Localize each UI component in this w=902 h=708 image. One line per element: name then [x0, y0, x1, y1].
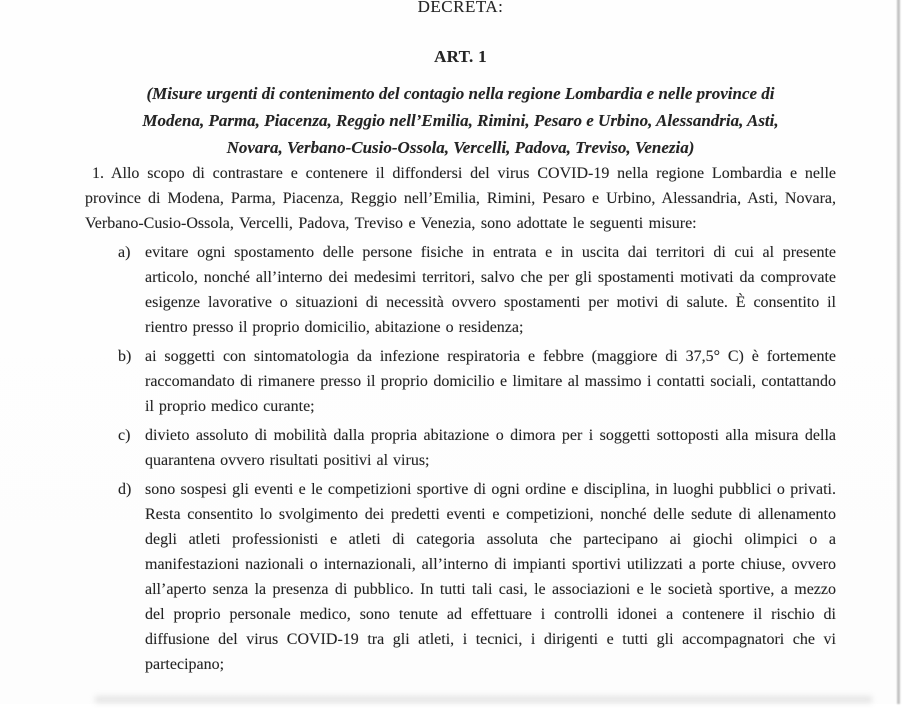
article-title: ART. 1: [434, 47, 487, 66]
list-item-b: [85, 344, 836, 419]
paragraph-1: 1. Allo scopo di contrastare e contenere il diffondersi del virus COVID-19 nella regione Lombardia e nelle province di Modena, Parma, Piacenza, Reggio nell’Emilia, Rimini, Pesaro e Urbino, Alessandria, Asti, Novara, Verbano-Cusio-Ossola, Vercelli, Padova, Treviso e Venezia, sono adottate le seguenti misure:: [85, 165, 836, 232]
measures-list: [85, 240, 836, 677]
item-c-text: divieto assoluto di mobilità dalla propria abitazione o dimora per i soggetti sottoposti alla misura della quarantena ovvero risultati positivi al virus;: [145, 427, 836, 469]
item-b-label: b): [118, 348, 132, 365]
article-subtitle-line-2: Modena, Parma, Piacenza, Reggio nell’Emilia, Rimini, Pesaro e Urbino, Alessandria, Asti,: [142, 111, 779, 130]
article-subtitle: [85, 80, 836, 161]
item-b-text: ai soggetti con sintomatologia da infezione respiratoria e febbre (maggiore di 37,5° C) è fortemente raccomandato di rimanere presso il proprio domicilio e limitare al massimo i contatti sociali, contattando il proprio medico curante;: [145, 348, 836, 415]
list-item-c: [85, 423, 836, 473]
item-d-text: sono sospesi gli eventi e le competizioni sportive di ogni ordine e disciplina, in luoghi pubblici o privati. Resta consentito lo svolgimento dei predetti eventi e competizioni, nonché delle sedute di allenamento degli atleti professionisti e atleti di categoria assoluta che partecipano ai giochi olimpici o a manifestazioni nazionali o internazionali, all’interno di impianti sportivi utilizzati a porte chiuse, ovvero all’aperto senza la presenza di pubblico. In tutti tali casi, le associazioni e le società sportive, a mezzo del proprio personale medico, sono tenute ad effettuare i controlli idonei a contenere il rischio di diffusione del virus COVID-19 tra gli atleti, i tecnici, i dirigenti e tutti gli accompagnatori che vi partecipano;: [145, 481, 836, 673]
decreta-heading: DECRETA:: [417, 0, 504, 16]
article-subtitle-line-1: (Misure urgenti di contenimento del contagio nella regione Lombardia e nelle province di: [146, 84, 775, 103]
scan-edge-artifact: [897, 0, 900, 704]
item-d-label: d): [118, 481, 132, 498]
list-item-d: [85, 477, 836, 677]
list-item-a: [85, 240, 836, 340]
article-subtitle-line-3: Novara, Verbano-Cusio-Ossola, Vercelli, Padova, Treviso, Venezia): [226, 138, 695, 157]
scan-smudge-artifact: [95, 696, 872, 703]
item-c-label: c): [118, 427, 131, 444]
item-a-label: a): [118, 244, 131, 261]
item-a-text: evitare ogni spostamento delle persone fisiche in entrata e in uscita dai territori di cui al presente articolo, nonché all’interno dei medesimi territori, salvo che per gli spostamenti motivati da comprovate esigenze lavorative o situazioni di necessità ovvero spostamenti per motivi di salute. È consentito il rientro presso il proprio domicilio, abitazione o residenza;: [145, 244, 836, 336]
